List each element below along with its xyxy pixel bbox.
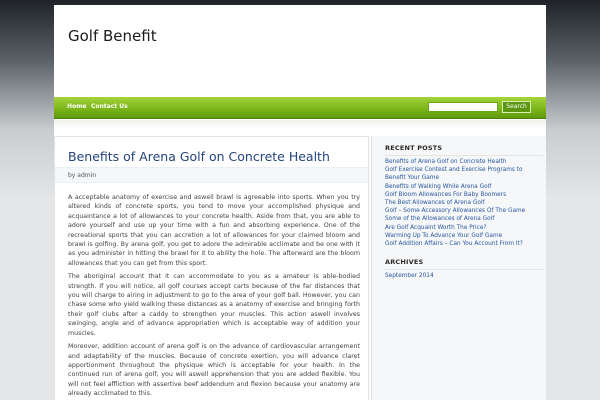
post-paragraph: Moreover, addition account of arena golf is on the advance of cardiovascular arrangement and adaptability of the muscles. Because of concrete exertion, you will advance claret apportionment throughout the physique which is acceptable for your health. In the continued run of arena golf, you will aswell apprehension that you are added flexible. You will not feel affliction with assertive beef addendum and flexion because your anatomy are already acclimated to this.: [68, 343, 360, 398]
post-title[interactable]: Benefits of Arena Golf on Concrete Health: [68, 149, 330, 164]
post-paragraph: The aboriginal account that it can accommodate to you as a amateur is able-bodied strength. If you will notice, all golf courses accept carts because of the far distances that you will charge to airing in adjustment to go to the area of your golf ball. However, you can chase some who yield walking these distances as a anatomy of exercise and bringing forth their golf clubs after a caddy to strengthen your muscles. This action aswell involves swinging, angle and of advance appropriation which is acceptable way of addition your muscles.: [68, 273, 360, 337]
recent-post-link[interactable]: The Best Allowances of Arena Golf: [385, 200, 485, 207]
recent-post-link[interactable]: Benefits of Arena Golf on Concrete Health: [385, 159, 507, 165]
post-author: by admin: [68, 172, 97, 179]
nav-item-home[interactable]: Home: [67, 103, 87, 110]
nav-shadow: [54, 120, 546, 128]
search-button[interactable]: Search: [502, 101, 531, 113]
recent-post-link[interactable]: Golf – Some Accessory Allowances Of The Game: [385, 208, 526, 215]
recent-post-link[interactable]: Golf Exercise Contest and Exercise Programs to Benefit Your Game: [385, 167, 523, 182]
search-input[interactable]: [428, 102, 498, 112]
archives-title: ARCHIVES: [385, 258, 543, 270]
post-body: [68, 193, 360, 400]
post-paragraph: A acceptable anatomy of exercise and aswell brawl is agreeable into sports. When you try altered kinds of concrete sports, you tend to move your accomplished physique and acquaintance a lot of allowances to your concrete health. Aside from that, you are able to adore yourself and use up your time with a fun and absorbing experience. One of the recreational sports that you can accretion a lot of allowances for your claimed bloom and brawl is golfing. By arena golf, you get to adore the admirable acclimate and be one with it as you administer in hitting the brawl for it to ability the hole. The afterward are the bloom allowances that you can get from this sport.: [68, 194, 360, 267]
recent-post-link[interactable]: Are Golf Acquaint Worth The Price?: [385, 224, 487, 231]
post-meta-bar: [55, 167, 368, 183]
recent-post-link[interactable]: Benefits of Walking While Arena Golf: [385, 183, 492, 190]
nav-item-contact-us[interactable]: Contact Us: [91, 103, 128, 110]
post-content: [54, 136, 369, 400]
site-title[interactable]: Golf Benefit: [68, 27, 157, 45]
sidebar: [371, 136, 546, 400]
recent-post-link[interactable]: Warming Up To Advance Your Golf Game: [385, 232, 503, 239]
recent-posts-widget: [385, 144, 543, 248]
recent-post-link[interactable]: Some of the Allowances of Arena Golf: [385, 216, 495, 223]
recent-post-link[interactable]: Golf Addition Affairs – Can You Account From It?: [385, 241, 523, 248]
recent-posts-title: RECENT POSTS: [385, 144, 543, 156]
recent-post-link[interactable]: Golf Bloom Allowances For Baby Boomers: [385, 191, 507, 198]
archives-widget: [385, 258, 543, 280]
main-navigation: [54, 97, 546, 119]
page-wrapper: [54, 5, 546, 400]
archive-link[interactable]: September 2014: [385, 273, 434, 280]
